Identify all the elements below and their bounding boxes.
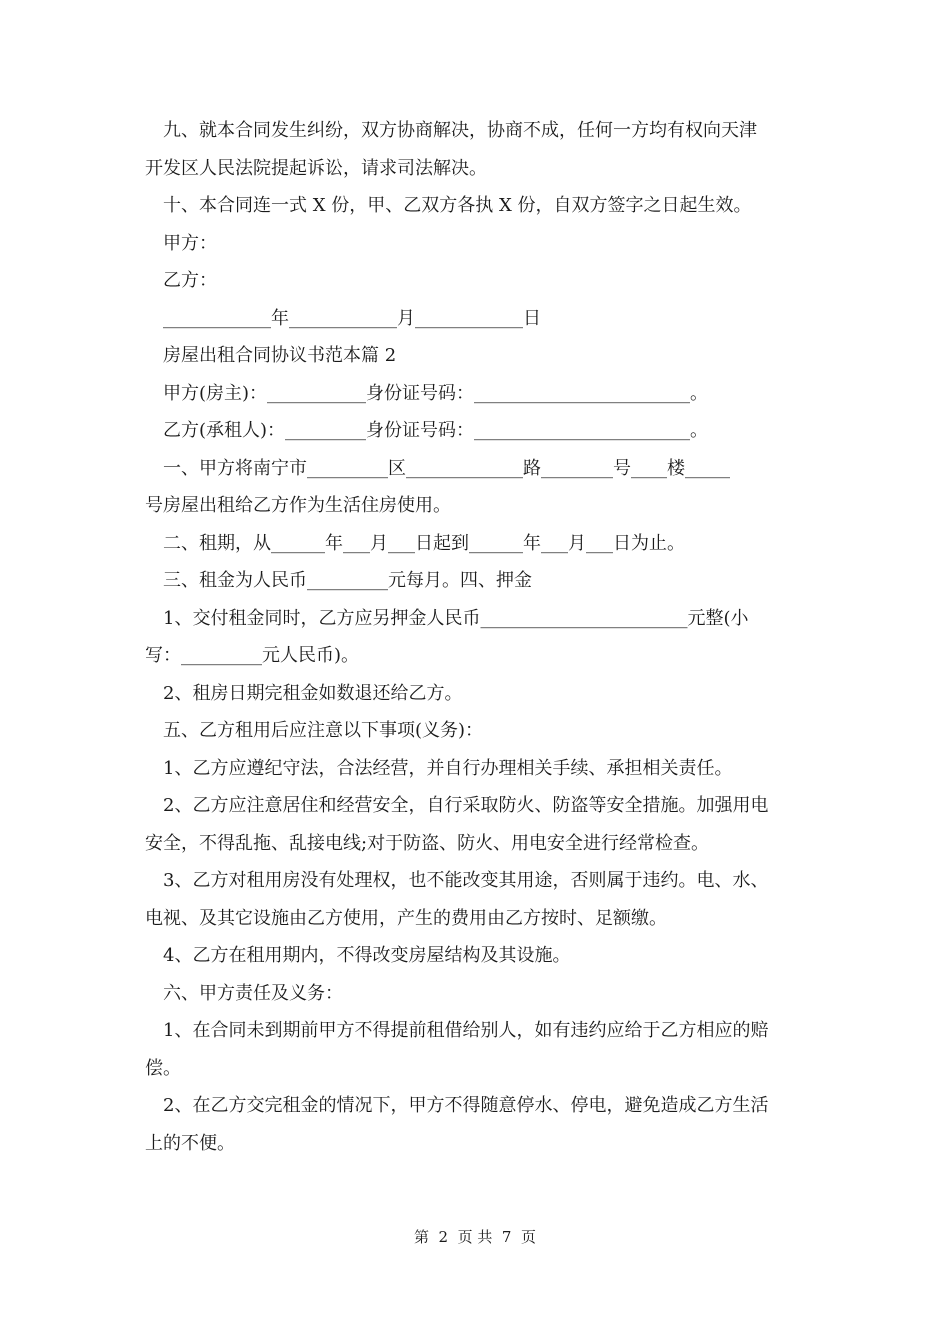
contract-body [145,112,810,1162]
text-line: 二、租期，从______年___月___日起到______年___月___日为止。 [163,532,685,554]
text-line: 上的不便。 [145,1132,235,1154]
text-line: 4、乙方在租用期内，不得改变房屋结构及其设施。 [163,945,571,966]
text-line: 1、在合同未到期前甲方不得提前租借给别人，如有违约应给于乙方相应的赔 [163,1020,769,1041]
section-title: 房屋出租合同协议书范本篇 2 [163,345,397,366]
text-line: 开发区人民法院提起诉讼，请求司法解决。 [145,157,487,179]
text-line: 六、甲方责任及义务： [163,982,343,1004]
text-line: 五、乙方租用后应注意以下事项(义务)： [163,720,484,741]
text-line: 甲方(房主)：___________身份证号码：________________________。 [163,382,709,404]
text-line: 写：_________元人民币)。 [145,645,360,666]
page-number-footer: 第 2 页 共 7 页 [414,1228,536,1246]
text-line: 1、交付租金同时，乙方应另押金人民币_______________________元整(小 [163,607,749,629]
text-line: 三、租金为人民币_________元每月。四、押金 [163,570,532,591]
text-line: 安全，不得乱拖、乱接电线;对于防盗、防火、用电安全进行经常检查。 [145,832,710,854]
party-b-label: 乙方： [163,270,217,291]
party-a-label: 甲方： [163,232,217,254]
text-line: 偿。 [145,1057,181,1079]
text-line: 2、租房日期完租金如数退还给乙方。 [163,682,463,704]
text-line: 一、甲方将南宁市_________区_____________路________号____楼_____ [163,457,730,479]
text-line: 2、在乙方交完租金的情况下，甲方不得随意停水、停电，避免造成乙方生活 [163,1095,769,1116]
text-line: 电视、及其它设施由乙方使用，产生的费用由乙方按时、足额缴。 [145,907,667,929]
text-line: 1、乙方应遵纪守法，合法经营，并自行办理相关手续、承担相关责任。 [163,757,733,779]
text-line: 2、乙方应注意居住和经营安全，自行采取防火、防盗等安全措施。加强用电 [163,795,769,816]
date-blank-line: ____________年____________月____________日 [163,307,541,329]
text-line: 九、就本合同发生纠纷，双方协商解决，协商不成，任何一方均有权向天津 [163,120,757,141]
text-line: 号房屋出租给乙方作为生活住房使用。 [145,495,451,516]
text-line: 3、乙方对租用房没有处理权，也不能改变其用途，否则属于违约。电、水、 [163,870,769,891]
text-line: 乙方(承租人)：_________身份证号码：________________________。 [163,420,709,441]
text-line: 十、本合同连一式 X 份，甲、乙双方各执 X 份，自双方签字之日起生效。 [163,195,752,216]
